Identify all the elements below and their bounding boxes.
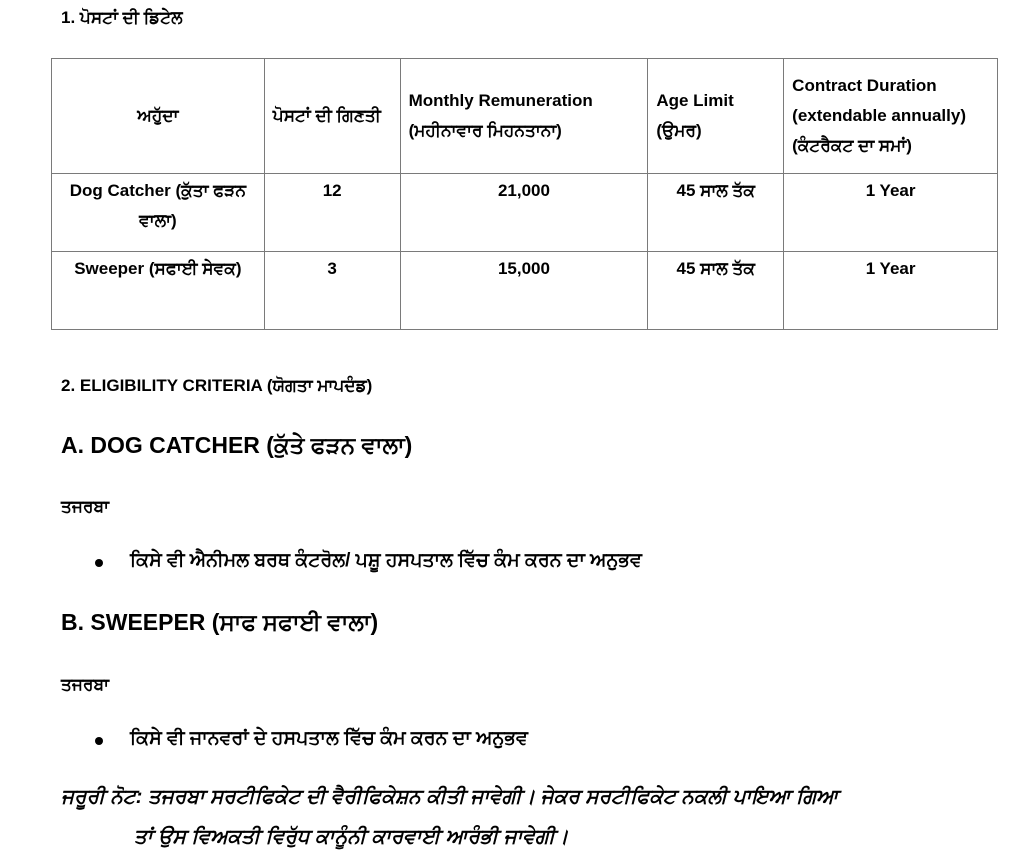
cell-age: 45 ਸਾਲ ਤੱਕ <box>648 174 784 252</box>
dog-catcher-experience-item: ਕਿਸੇ ਵੀ ਐਨੀਮਲ ਬਰਥ ਕੰਟਰੋਲ/ ਪਸ਼ੂ ਹਸਪਤਾਲ ਵਿੱਚ ਕੰਮ ਕਰਨ ਦਾ ਅਨੁਭਵ <box>130 550 642 571</box>
cell-post: Dog Catcher (ਕੁੱਤਾ ਫੜਨ ਵਾਲਾ) <box>52 174 265 252</box>
table-header-row <box>52 59 998 174</box>
cell-count: 12 <box>264 174 400 252</box>
cell-duration: 1 Year <box>784 174 998 252</box>
section-1-title: 1. ਪੋਸਟਾਂ ਦੀ ਡਿਟੇਲ <box>61 8 183 27</box>
cell-count: 3 <box>264 252 400 330</box>
table-row <box>52 252 998 330</box>
dog-catcher-experience-label: ਤਜਰਬਾ <box>61 497 109 516</box>
important-note-line-2: ਤਾਂ ਉਸ ਵਿਅਕਤੀ ਵਿਰੁੱਧ ਕਾਨੂੰਨੀ ਕਾਰਵਾਈ ਆਰੰਭੀ ਜਾਵੇਗੀ। <box>134 826 569 848</box>
table-row <box>52 174 998 252</box>
section-2-title: 2. ELIGIBILITY CRITERIA (ਯੋਗਤਾ ਮਾਪਦੰਡ) <box>61 376 373 395</box>
header-contract-duration: Contract Duration (extendable annually) (ਕੰਟਰੈਕਟ ਦਾ ਸਮਾਂ) <box>784 59 998 174</box>
bullet-icon <box>95 559 103 567</box>
sweeper-experience-label: ਤਜਰਬਾ <box>61 675 109 694</box>
cell-remuneration: 15,000 <box>400 252 648 330</box>
dog-catcher-heading: A. DOG CATCHER (ਕੁੱਤੇ ਫੜਨ ਵਾਲਾ) <box>61 432 413 458</box>
important-note-line-1: ਜਰੂਰੀ ਨੋਟ: ਤਜਰਬਾ ਸਰਟੀਫਿਕੇਟ ਦੀ ਵੈਰੀਫਿਕੇਸ਼ਨ ਕੀਤੀ ਜਾਵੇਗੀ। ਜੇਕਰ ਸਰਟੀਫਿਕੇਟ ਨਕਲੀ ਪਾਇਆ ਗਿਆ <box>61 786 839 808</box>
sweeper-experience-item: ਕਿਸੇ ਵੀ ਜਾਨਵਰਾਂ ਦੇ ਹਸਪਤਾਲ ਵਿੱਚ ਕੰਮ ਕਰਨ ਦਾ ਅਨੁਭਵ <box>130 728 528 749</box>
cell-post: Sweeper (ਸਫਾਈ ਸੇਵਕ) <box>52 252 265 330</box>
header-post-count: ਪੋਸਟਾਂ ਦੀ ਗਿਣਤੀ <box>264 59 400 174</box>
header-remuneration: Monthly Remuneration (ਮਹੀਨਾਵਾਰ ਮਿਹਨਤਾਨਾ) <box>400 59 648 174</box>
cell-duration: 1 Year <box>784 252 998 330</box>
header-age-limit: Age Limit (ਉਮਰ) <box>648 59 784 174</box>
posts-table <box>51 58 998 330</box>
sweeper-heading: B. SWEEPER (ਸਾਫ ਸਫਾਈ ਵਾਲਾ) <box>61 609 379 635</box>
cell-age: 45 ਸਾਲ ਤੱਕ <box>648 252 784 330</box>
header-post: ਅਹੁੱਦਾ <box>52 59 265 174</box>
cell-remuneration: 21,000 <box>400 174 648 252</box>
bullet-icon <box>95 737 103 745</box>
